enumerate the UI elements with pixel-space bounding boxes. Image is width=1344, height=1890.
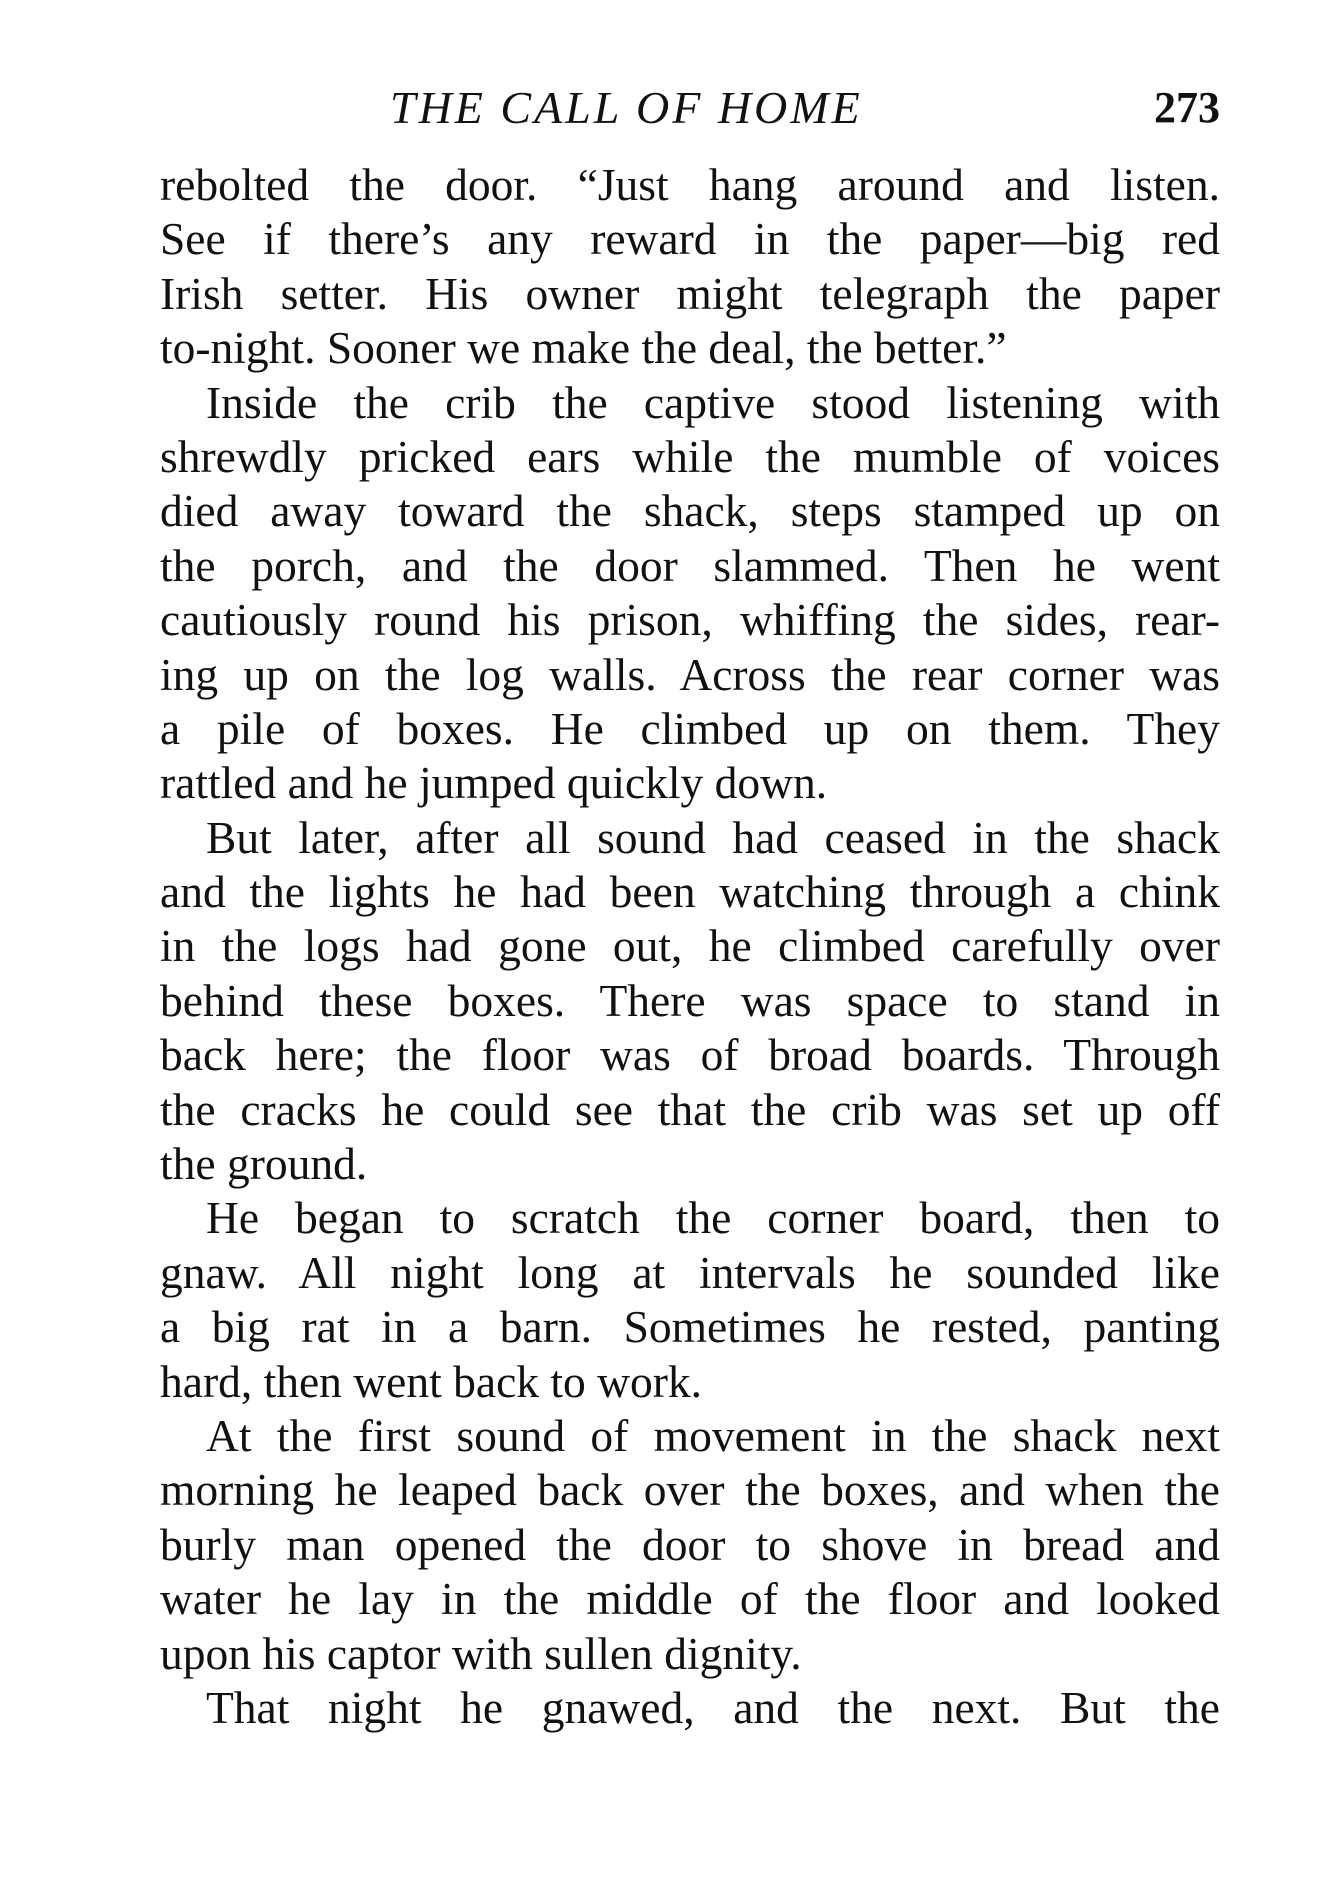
text-line: died away toward the shack, steps stamped up on: [160, 485, 1220, 537]
text-line: That night he gnawed, and the next. But the: [206, 1681, 1220, 1733]
text-line: rebolted the door. “Just hang around and listen.: [160, 159, 1220, 210]
text-line: in the logs had gone out, he climbed carefully over: [160, 920, 1220, 972]
text-line: morning he leaped back over the boxes, and when the: [160, 1464, 1220, 1516]
text-line: rattled and he jumped quickly down.: [160, 757, 828, 809]
text-line: behind these boxes. There was space to stand in: [160, 974, 1220, 1026]
text-line: back here; the floor was of broad boards. Through: [160, 1029, 1220, 1081]
text-line: the ground.: [160, 1138, 368, 1190]
text-line: upon his captor with sullen dignity.: [160, 1627, 802, 1679]
text-line: a pile of boxes. He climbed up on them. They: [160, 702, 1220, 754]
text-line: and the lights he had been watching through a chink: [160, 866, 1220, 918]
text-line: But later, after all sound had ceased in the shack: [206, 811, 1220, 863]
page-number: 273: [1154, 83, 1220, 132]
text-line: a big rat in a barn. Sometimes he rested, panting: [160, 1301, 1220, 1353]
body-text: [160, 158, 1220, 1735]
text-line: the cracks he could see that the crib was set up off: [160, 1083, 1220, 1135]
running-title: THE CALL OF HOME: [390, 82, 863, 133]
text-line: At the first sound of movement in the shack next: [206, 1409, 1220, 1461]
text-line: to-night. Sooner we make the deal, the better.”: [160, 322, 1007, 374]
text-line: Inside the crib the captive stood listening with: [206, 376, 1220, 428]
text-line: ing up on the log walls. Across the rear corner was: [160, 648, 1220, 700]
text-line: Irish setter. His owner might telegraph the paper: [160, 267, 1220, 319]
text-line: See if there’s any reward in the paper—big red: [160, 213, 1220, 265]
text-line: the porch, and the door slammed. Then he went: [160, 539, 1220, 591]
text-line: water he lay in the middle of the floor and looked: [160, 1573, 1220, 1625]
text-line: hard, then went back to work.: [160, 1355, 703, 1407]
running-head: [160, 78, 1220, 138]
text-line: cautiously round his prison, whiffing the sides, rear-: [160, 594, 1220, 646]
text-line: shrewdly pricked ears while the mumble of voices: [160, 430, 1220, 482]
text-line: burly man opened the door to shove in bread and: [160, 1518, 1220, 1570]
text-line: He began to scratch the corner board, then to: [206, 1192, 1220, 1244]
text-line: gnaw. All night long at intervals he sounded like: [160, 1246, 1220, 1298]
